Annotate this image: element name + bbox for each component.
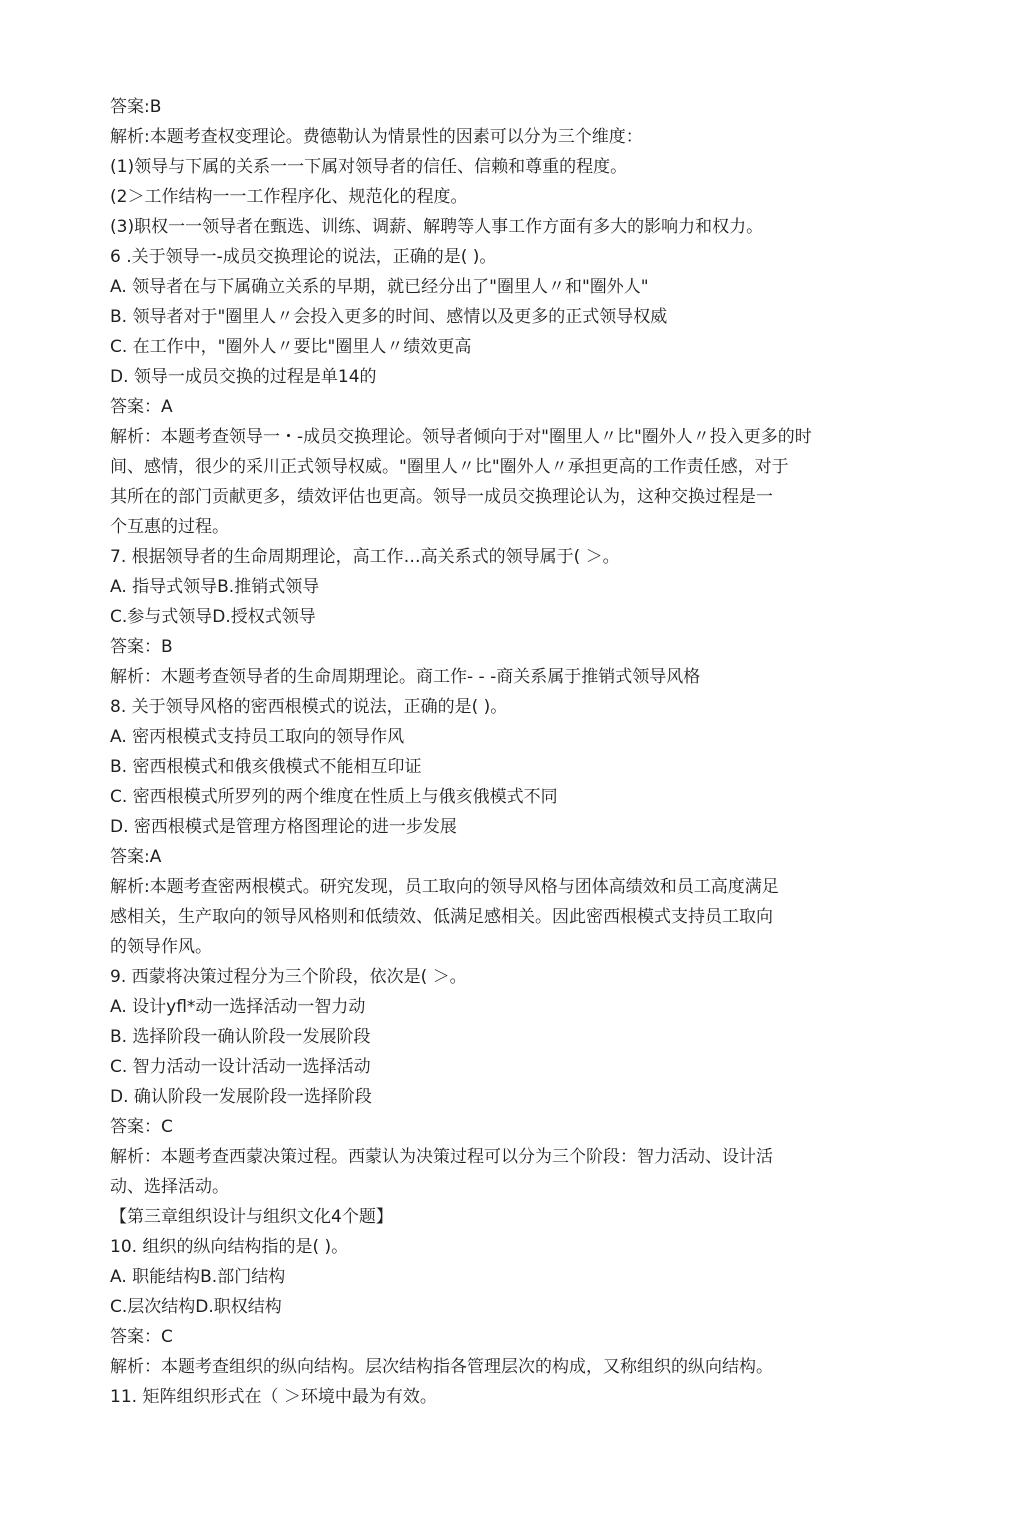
text-line: B. 选择阶段一确认阶段一发展阶段 [110,1027,371,1047]
text-line: 间、感情，很少的采川正式领导权威。"圈里人〃比"圈外人〃承担更高的工作责任感，对于 [110,457,789,477]
text-line: D. 密西根模式是管理方格图理论的进一步发展 [110,817,457,837]
text-line: 解析：本题考查领导一・-成员交换理论。领导者倾向于对"圈里人〃比"圈外人〃投入更多的时 [110,427,812,447]
text-line: C. 智力活动一设计活动一选择活动 [110,1057,371,1077]
text-line: 8. 关于领导风格的密西根模式的说法，正确的是( )。 [110,697,508,717]
text-line: 解析：本题考查西蒙决策过程。西蒙认为决策过程可以分为三个阶段：智力活动、设计活 [110,1147,773,1167]
text-line: 解析:本题考查权变理论。费德勒认为情景性的因素可以分为三个维度： [110,127,643,147]
text-line: 10. 组织的纵向结构指的是( )。 [110,1237,349,1257]
text-line: C.参与式领导D.授权式领导 [110,607,316,627]
text-line: A. 密丙根模式支持员工取向的领导作风 [110,727,405,747]
text-line: C. 密西根模式所罗列的两个维度在性质上与俄亥俄模式不同 [110,787,558,807]
text-line: 个互惠的过程。 [110,517,229,537]
text-line: 其所在的部门贡献更多，绩效评估也更高。领导一成员交换理论认为，这种交换过程是一 [110,487,773,507]
text-line: (3)职权一一领导者在甄选、训练、调薪、解聘等人事工作方面有多大的影响力和权力。 [110,217,764,237]
text-line: 感相关，生产取向的领导风格则和低绩效、低满足感相关。因此密西根模式支持员工取向 [110,907,773,927]
document-body [110,92,940,1412]
text-line: C. 在工作中，"圈外人〃要比"圈里人〃绩效更高 [110,337,472,357]
text-line: 答案：A [110,397,173,417]
text-line: A. 职能结构B.部门结构 [110,1267,286,1287]
text-line: 7. 根据领导者的生命周期理论，高工作…高关系式的领导属于( ＞。 [110,547,620,567]
text-line: (1)领导与下属的关系一一下属对领导者的信任、信赖和尊重的程度。 [110,157,628,177]
text-line: B. 密西根模式和俄亥俄模式不能相互印证 [110,757,422,777]
text-line: A. 领导者在与下属确立关系的早期，就已经分出了"圈里人〃和"圈外人" [110,277,649,297]
text-line: B. 领导者对于"圈里人〃会投入更多的时间、感情以及更多的正式领导权威 [110,307,668,327]
text-line: D. 确认阶段一发展阶段一选择阶段 [110,1087,372,1107]
text-line: 答案：C [110,1327,173,1347]
text-line: 答案：C [110,1117,173,1137]
text-line: 【第三章组织设计与组织文化4个题】 [110,1207,393,1227]
text-line: C.层次结构D.职权结构 [110,1297,282,1317]
text-line: 答案：B [110,637,173,657]
text-line: A. 指导式领导B.推销式领导 [110,577,320,597]
text-line: (2＞工作结构一一工作程序化、规范化的程度。 [110,187,468,207]
text-line: D. 领导一成员交换的过程是单14的 [110,367,377,387]
text-line: 动、选择活动。 [110,1177,229,1197]
text-line: 6 .关于领导一-成员交换理论的说法，正确的是( )。 [110,247,497,267]
text-line: 答案:B [110,97,162,117]
text-line: 解析:本题考查密两根模式。研究发现，员工取向的领导风格与团体高绩效和员工高度满足 [110,877,779,897]
text-line: 答案:A [110,847,162,867]
text-line: 的领导作风。 [110,937,212,957]
text-line: A. 设计yfl*动一选择活动一智力动 [110,997,366,1017]
text-line: 解析：本题考查组织的纵向结构。层次结构指各管理层次的构成，又称组织的纵向结构。 [110,1357,773,1377]
text-line: 11. 矩阵组织形式在（ ＞环境中最为有效。 [110,1387,437,1407]
text-line: 9. 西蒙将决策过程分为三个阶段，依次是( ＞。 [110,967,467,987]
text-line: 解析：木题考查领导者的生命周期理论。商工作- - -商关系属于推销式领导风格 [110,667,701,687]
